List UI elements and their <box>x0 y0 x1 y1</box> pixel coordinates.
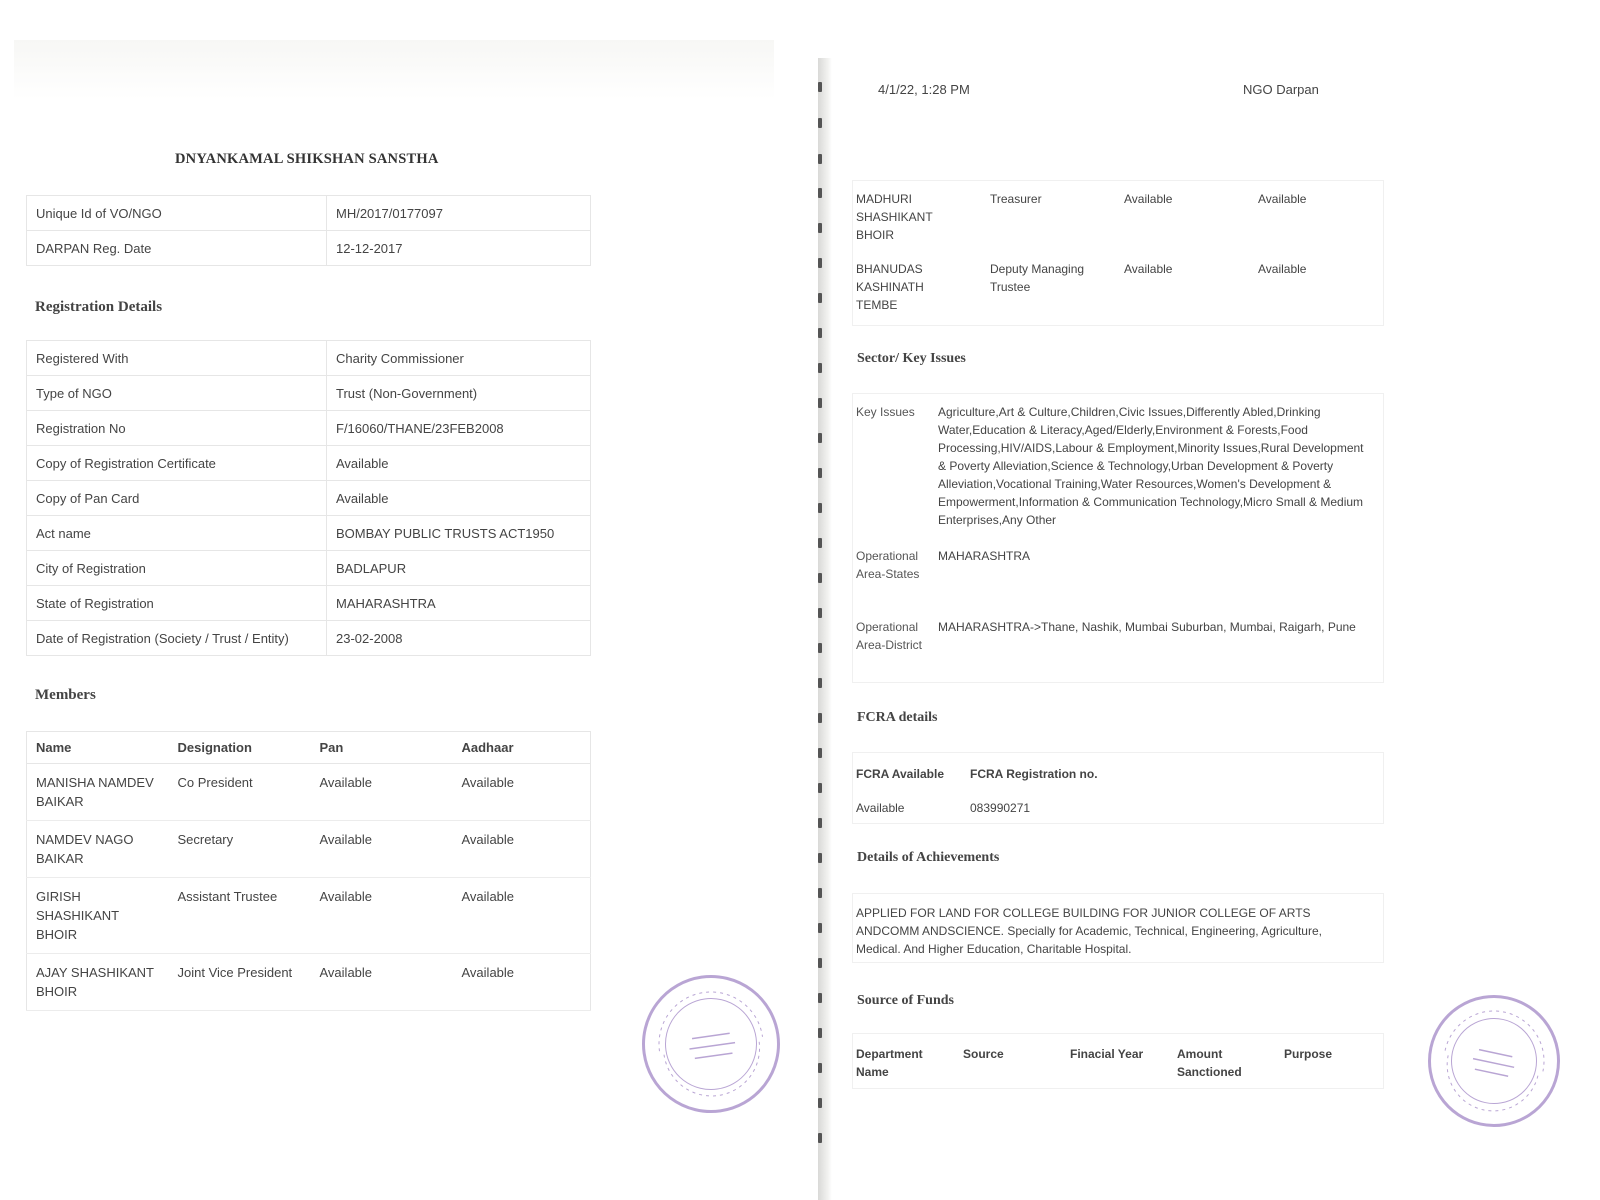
col-designation: Designation <box>169 732 311 764</box>
member-pan: Available <box>1124 262 1173 276</box>
funds-col-amount: Amount Sanctioned <box>1177 1047 1242 1079</box>
registration-label: Act name <box>27 516 327 551</box>
table-row <box>27 954 591 1011</box>
table-row <box>27 821 591 878</box>
funds-col-department: Department Name <box>856 1047 923 1079</box>
registration-row <box>27 481 591 516</box>
member-designation: Assistant Trustee <box>169 878 311 954</box>
funds-heading: Source of Funds <box>857 993 954 1008</box>
registration-label: Registered With <box>27 341 327 376</box>
members-heading: Members <box>35 687 96 703</box>
member-name: BHANUDAS KASHINATH TEMBE <box>856 262 924 312</box>
member-name: AJAY SHASHIKANT BHOIR <box>27 954 169 1011</box>
achievements-text: APPLIED FOR LAND FOR COLLEGE BUILDING FOR JUNIOR COLLEGE OF ARTS ANDCOMM ANDSCIENCE. Specially for Academic, Technical, Engineering, Agriculture, Medical. And Higher Education, Charitable Hospital. <box>856 906 1322 956</box>
registration-value: Charity Commissioner <box>327 341 591 376</box>
fcra-available-value: Available <box>856 801 905 815</box>
member-pan: Available <box>311 878 453 954</box>
member-name: NAMDEV NAGO BAIKAR <box>27 821 169 878</box>
table-row <box>27 764 591 821</box>
registration-label: Copy of Registration Certificate <box>27 446 327 481</box>
registration-label: Copy of Pan Card <box>27 481 327 516</box>
member-pan: Available <box>311 954 453 1011</box>
registration-row <box>27 411 591 446</box>
col-name: Name <box>27 732 169 764</box>
registration-label: Date of Registration (Society / Trust / Entity) <box>27 621 327 656</box>
op-district-value: MAHARASHTRA->Thane, Nashik, Mumbai Suburban, Mumbai, Raigarh, Pune <box>938 620 1356 634</box>
member-pan: Available <box>311 821 453 878</box>
member-aadhaar: Available <box>453 878 591 954</box>
member-aadhaar: Available <box>453 821 591 878</box>
member-aadhaar: Available <box>1258 262 1307 276</box>
col-aadhaar: Aadhaar <box>453 732 591 764</box>
id-value: MH/2017/0177097 <box>327 196 591 231</box>
organization-stamp <box>633 966 789 1122</box>
member-designation: Joint Vice President <box>169 954 311 1011</box>
registration-row <box>27 376 591 411</box>
member-aadhaar: Available <box>453 954 591 1011</box>
registration-value: MAHARASHTRA <box>327 586 591 621</box>
fcra-heading: FCRA details <box>857 710 938 725</box>
id-label: DARPAN Reg. Date <box>27 231 327 266</box>
registration-row <box>27 446 591 481</box>
member-pan: Available <box>1124 192 1173 206</box>
op-states-value: MAHARASHTRA <box>938 549 1031 563</box>
members-header-row <box>27 732 591 764</box>
registration-label: Type of NGO <box>27 376 327 411</box>
registration-label: City of Registration <box>27 551 327 586</box>
key-issues-value: Agriculture,Art & Culture,Children,Civic Issues,Differently Abled,Drinking Water,Education & Literacy,Aged/Elderly,Environment & Forests,Food Processing,HIV/AIDS,Labour & Employment,Minority Issues,Rural Development & Poverty Alleviation,Science & Technology,Urban Development & Poverty Alleviation,Vocational Training,Water Resources,Women's Development & Empowerment,Information & Communication Technology,Micro Small & Medium Enterprises,Any Other <box>938 405 1364 527</box>
member-designation: Deputy Managing Trustee <box>990 262 1085 294</box>
registration-row <box>27 551 591 586</box>
ngo-title: DNYANKAMAL SHIKSHAN SANSTHA <box>175 151 439 167</box>
fcra-col-regno: FCRA Registration no. <box>970 767 1098 781</box>
member-designation: Co President <box>169 764 311 821</box>
id-table <box>26 195 591 266</box>
registration-row <box>27 621 591 656</box>
registration-heading: Registration Details <box>35 299 163 315</box>
registration-value: F/16060/THANE/23FEB2008 <box>327 411 591 446</box>
registration-value: BADLAPUR <box>327 551 591 586</box>
col-pan: Pan <box>311 732 453 764</box>
id-row <box>27 196 591 231</box>
funds-col-source: Source <box>963 1047 1004 1061</box>
member-name: MADHURI SHASHIKANT BHOIR <box>856 192 933 242</box>
op-district-label: Operational Area-District <box>856 620 923 652</box>
registration-value: Available <box>327 481 591 516</box>
registration-row <box>27 516 591 551</box>
member-aadhaar: Available <box>453 764 591 821</box>
print-timestamp: 4/1/22, 1:28 PM <box>878 82 970 97</box>
member-name: MANISHA NAMDEV BAIKAR <box>27 764 169 821</box>
member-designation: Secretary <box>169 821 311 878</box>
table-row <box>27 878 591 954</box>
member-aadhaar: Available <box>1258 192 1307 206</box>
op-states-label: Operational Area-States <box>856 549 920 581</box>
registration-row <box>27 586 591 621</box>
registration-label: State of Registration <box>27 586 327 621</box>
id-row <box>27 231 591 266</box>
registration-value: Available <box>327 446 591 481</box>
registration-row <box>27 341 591 376</box>
id-label: Unique Id of VO/NGO <box>27 196 327 231</box>
member-pan: Available <box>311 764 453 821</box>
sector-heading: Sector/ Key Issues <box>857 351 966 366</box>
book-spine <box>818 58 832 1200</box>
member-designation: Treasurer <box>990 192 1042 206</box>
members-table <box>26 731 591 1011</box>
registration-label: Registration No <box>27 411 327 446</box>
registration-value: BOMBAY PUBLIC TRUSTS ACT1950 <box>327 516 591 551</box>
key-issues-label: Key Issues <box>856 405 915 419</box>
funds-col-purpose: Purpose <box>1284 1047 1333 1061</box>
registration-table <box>26 340 591 656</box>
achievements-heading: Details of Achievements <box>857 850 1000 865</box>
registration-value: Trust (Non-Government) <box>327 376 591 411</box>
fcra-box <box>852 752 1384 824</box>
registration-value: 23-02-2008 <box>327 621 591 656</box>
site-name: NGO Darpan <box>1243 82 1319 97</box>
fcra-col-available: FCRA Available <box>856 767 945 781</box>
funds-col-year: Finacial Year <box>1070 1047 1144 1061</box>
id-value: 12-12-2017 <box>327 231 591 266</box>
fcra-regno-value: 083990271 <box>970 801 1031 815</box>
member-name: GIRISH SHASHIKANT BHOIR <box>27 878 169 954</box>
